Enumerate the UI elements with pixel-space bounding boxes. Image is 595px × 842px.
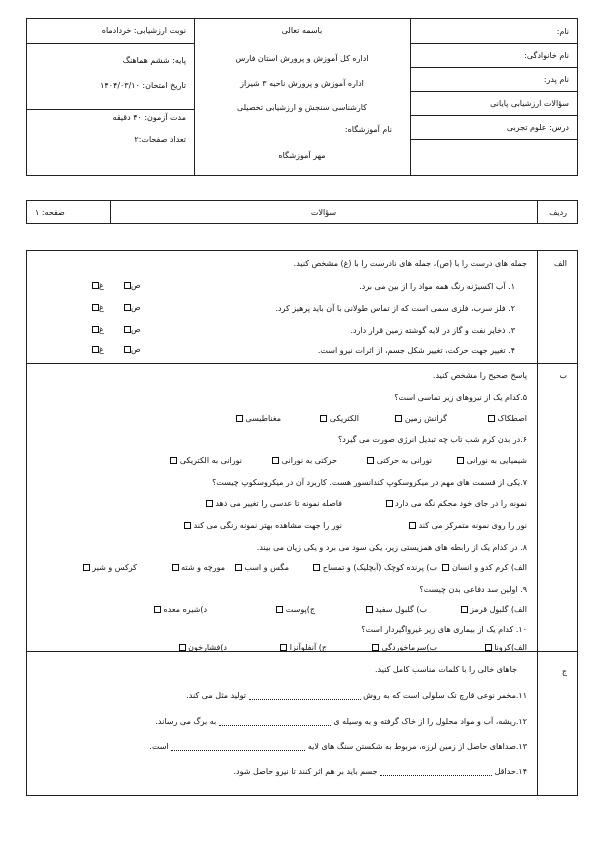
checkbox[interactable] xyxy=(92,282,99,289)
checkbox[interactable] xyxy=(124,346,131,353)
answer-option[interactable]: فاصله نمونه تا عدسی را تغییر می دهد xyxy=(204,499,342,508)
false-option[interactable]: غ xyxy=(90,325,104,334)
fill-blank-item: ۱۲.ریشه، آب و مواد محلول را از خاک گرفته و به وسیله ی به برگ می رساند. xyxy=(155,717,527,726)
page-number-label: صفحه: ۱ xyxy=(35,208,65,217)
checkbox[interactable] xyxy=(92,304,99,311)
checkbox[interactable] xyxy=(442,564,449,571)
tf-statement: ۳. ذخایر نفت و گاز در لایه گوشته زمین قرار دارد. xyxy=(350,326,515,335)
exam-page-count: تعداد صفحات:۲ xyxy=(134,135,186,144)
checkbox[interactable] xyxy=(485,644,492,651)
question-5: ۵.کدام یک از نیروهای زیر تماسی است؟ xyxy=(394,393,527,402)
tf-statement: ۱. آب اکسیژنه رنگ همه مواد را از بین می برد. xyxy=(359,282,515,291)
answer-option[interactable]: نمونه را در جای خود محکم نگه می دارد xyxy=(384,499,527,508)
row-column-label: ردیف xyxy=(549,208,567,217)
section-b-letter: ب xyxy=(559,371,567,380)
exam-term: نوبت ارزشیابی: خردادماه xyxy=(101,26,186,35)
answer-option[interactable]: نورانی به حرکتی xyxy=(365,456,432,465)
student-surname-label: نام خانوادگی: xyxy=(524,51,569,60)
section-c-letter: ج xyxy=(561,667,567,676)
checkbox[interactable] xyxy=(457,457,464,464)
exam-date: تاریخ امتحان: ۱۴۰۴/۰۳/۱۰ xyxy=(100,81,186,90)
answer-option[interactable]: کرکس و شیر xyxy=(81,563,137,572)
answer-option[interactable]: نور را روی نمونه متمرکز می کند xyxy=(407,521,527,530)
answer-option[interactable]: ج)پوست xyxy=(274,605,315,614)
checkbox[interactable] xyxy=(280,644,287,651)
checkbox[interactable] xyxy=(320,415,327,422)
school-name-label: نام آموزشگاه: xyxy=(344,125,392,134)
fill-blank-item: ۱۳.صداهای حاصل از زمین لرزه، مربوط به شکستن سنگ های لایه است. xyxy=(149,742,527,751)
exam-type-label: سؤالات ارزشیابی پایانی xyxy=(490,99,569,108)
answer-option[interactable]: ب)سرماخوردگی xyxy=(370,643,437,652)
checkbox[interactable] xyxy=(154,606,161,613)
basmala: باسمه تعالی xyxy=(281,26,323,35)
checkbox[interactable] xyxy=(395,415,402,422)
questions-column-label: سؤالات xyxy=(310,208,337,217)
checkbox[interactable] xyxy=(170,457,177,464)
answer-option[interactable]: الف) گلبول قرمز xyxy=(459,605,527,614)
answer-option[interactable]: مغناطیسی xyxy=(234,414,281,423)
header-box xyxy=(26,18,578,176)
answer-option[interactable]: د)فشارخون xyxy=(177,643,227,652)
checkbox[interactable] xyxy=(124,282,131,289)
checkbox[interactable] xyxy=(313,564,320,571)
exam-grade: پایه: ششم هماهنگ xyxy=(122,56,186,65)
false-option[interactable]: غ xyxy=(90,303,104,312)
question-8: ۸. در کدام یک از رابطه های همزیستی زیر، یکی سود می برد و یکی زیان می بیند. xyxy=(256,543,527,552)
false-option[interactable]: غ xyxy=(90,345,104,354)
exam-duration: مدت آزمون: ۴۰ دقیقه xyxy=(112,113,186,122)
checkbox[interactable] xyxy=(461,606,468,613)
checkbox[interactable] xyxy=(83,564,90,571)
true-option[interactable]: ص xyxy=(122,325,141,334)
answer-option[interactable]: د)شیره معده xyxy=(152,605,207,614)
answer-option[interactable]: ج) آنفلوآنزا xyxy=(278,643,327,652)
checkbox[interactable] xyxy=(372,644,379,651)
organization-column xyxy=(194,19,410,177)
true-option[interactable]: ص xyxy=(122,303,141,312)
checkbox[interactable] xyxy=(236,415,243,422)
student-name-label: نام: xyxy=(556,27,569,36)
section-a-letter: الف xyxy=(554,259,567,268)
answer-option[interactable]: ب) پرنده کوچک (آبچلیک) و تمساح xyxy=(311,563,437,572)
true-option[interactable]: ص xyxy=(122,345,141,354)
checkbox[interactable] xyxy=(235,564,242,571)
section-c-instruction: جاهای خالی را با کلمات مناسب کامل کنید. xyxy=(374,665,517,674)
checkbox[interactable] xyxy=(366,606,373,613)
checkbox[interactable] xyxy=(184,522,191,529)
assessment-department: کارشناسی سنجش و ارزشیابی تحصیلی xyxy=(236,103,367,112)
fill-blank-item: ۱۱.مخمر نوعی قارچ تک سلولی است که به روش تولید مثل می کند. xyxy=(186,691,527,700)
checkbox[interactable] xyxy=(386,500,393,507)
answer-option[interactable]: گرانش زمین xyxy=(393,414,447,423)
school-seal-label: مهر آموزشگاه xyxy=(278,151,326,160)
student-info-column xyxy=(410,19,577,177)
checkbox[interactable] xyxy=(367,457,374,464)
checkbox[interactable] xyxy=(92,326,99,333)
answer-option[interactable]: نورانی به الکتریکی xyxy=(168,456,242,465)
subject-label: درس: علوم تجربی xyxy=(506,123,569,132)
section-b-instruction: پاسخ صحیح را مشخص کنید. xyxy=(432,371,527,380)
checkbox[interactable] xyxy=(206,500,213,507)
answer-option[interactable]: حرکتی به نورانی xyxy=(270,456,337,465)
checkbox[interactable] xyxy=(409,522,416,529)
blank-field[interactable] xyxy=(380,767,492,776)
questions-table xyxy=(26,250,578,796)
answer-option[interactable]: ب) گلبول سفید xyxy=(364,605,427,614)
province-office: اداره کل آموزش و پرورش استان فارس xyxy=(235,54,369,63)
question-7: ۷.یکی از قسمت های مهم در میکروسکوپ کندانسور هست. کاربرد آن در میکروسکوپ چیست؟ xyxy=(212,478,527,487)
answer-option[interactable]: شیمیایی به نورانی xyxy=(455,456,527,465)
district-office: اداره آموزش و پرورش ناحیه ۳ شیراز xyxy=(240,79,364,88)
checkbox[interactable] xyxy=(172,564,179,571)
blank-field[interactable] xyxy=(219,717,331,726)
question-10: ۱۰. کدام یک از بیماری های زیر غیرواگیردار است؟ xyxy=(361,625,527,634)
exam-info-column xyxy=(27,19,194,177)
answer-option[interactable]: نور را جهت مشاهده بهتر نمونه رنگی می کند xyxy=(182,521,342,530)
tf-statement: ۴. تغییر جهت حرکت، تغییر شکل جسم، از اثرات نیرو است. xyxy=(317,346,515,355)
tf-statement: ۲. فلز سرب، فلزی سمی است که از تماس طولانی با آن باید پرهیز کرد. xyxy=(275,304,515,313)
checkbox[interactable] xyxy=(124,326,131,333)
questions-header-bar xyxy=(26,200,578,224)
false-option[interactable]: غ xyxy=(90,281,104,290)
checkbox[interactable] xyxy=(179,644,186,651)
section-a-instruction: جمله های درست را با (ص)، جمله های نادرست را با (غ) مشخص کنید. xyxy=(293,259,527,268)
checkbox[interactable] xyxy=(124,304,131,311)
question-9: ۹. اولین سد دفاعی بدن چیست؟ xyxy=(419,585,527,594)
blank-field[interactable] xyxy=(249,691,361,700)
answer-option[interactable]: مورچه و شته xyxy=(170,563,225,572)
answer-option[interactable]: الکتریکی xyxy=(318,414,359,423)
answer-option[interactable]: اصطکاک xyxy=(486,414,527,423)
answer-option[interactable]: الف)کرونا xyxy=(483,643,527,652)
true-option[interactable]: ص xyxy=(122,281,141,290)
father-name-label: نام پدر: xyxy=(543,75,569,84)
checkbox[interactable] xyxy=(276,606,283,613)
checkbox[interactable] xyxy=(488,415,495,422)
checkbox[interactable] xyxy=(92,346,99,353)
question-6: ۶.در بدن کرم شب تاب چه تبدیل انرژی صورت می گیرد؟ xyxy=(338,435,527,444)
answer-option[interactable]: الف) کرم کدو و انسان xyxy=(440,563,527,572)
answer-option[interactable]: مگس و اسب xyxy=(233,563,289,572)
blank-field[interactable] xyxy=(171,742,305,751)
fill-blank-item: ۱۴.حداقل جسم باید بر هم اثر کنند تا نیرو حاصل شود. xyxy=(233,767,527,776)
checkbox[interactable] xyxy=(272,457,279,464)
